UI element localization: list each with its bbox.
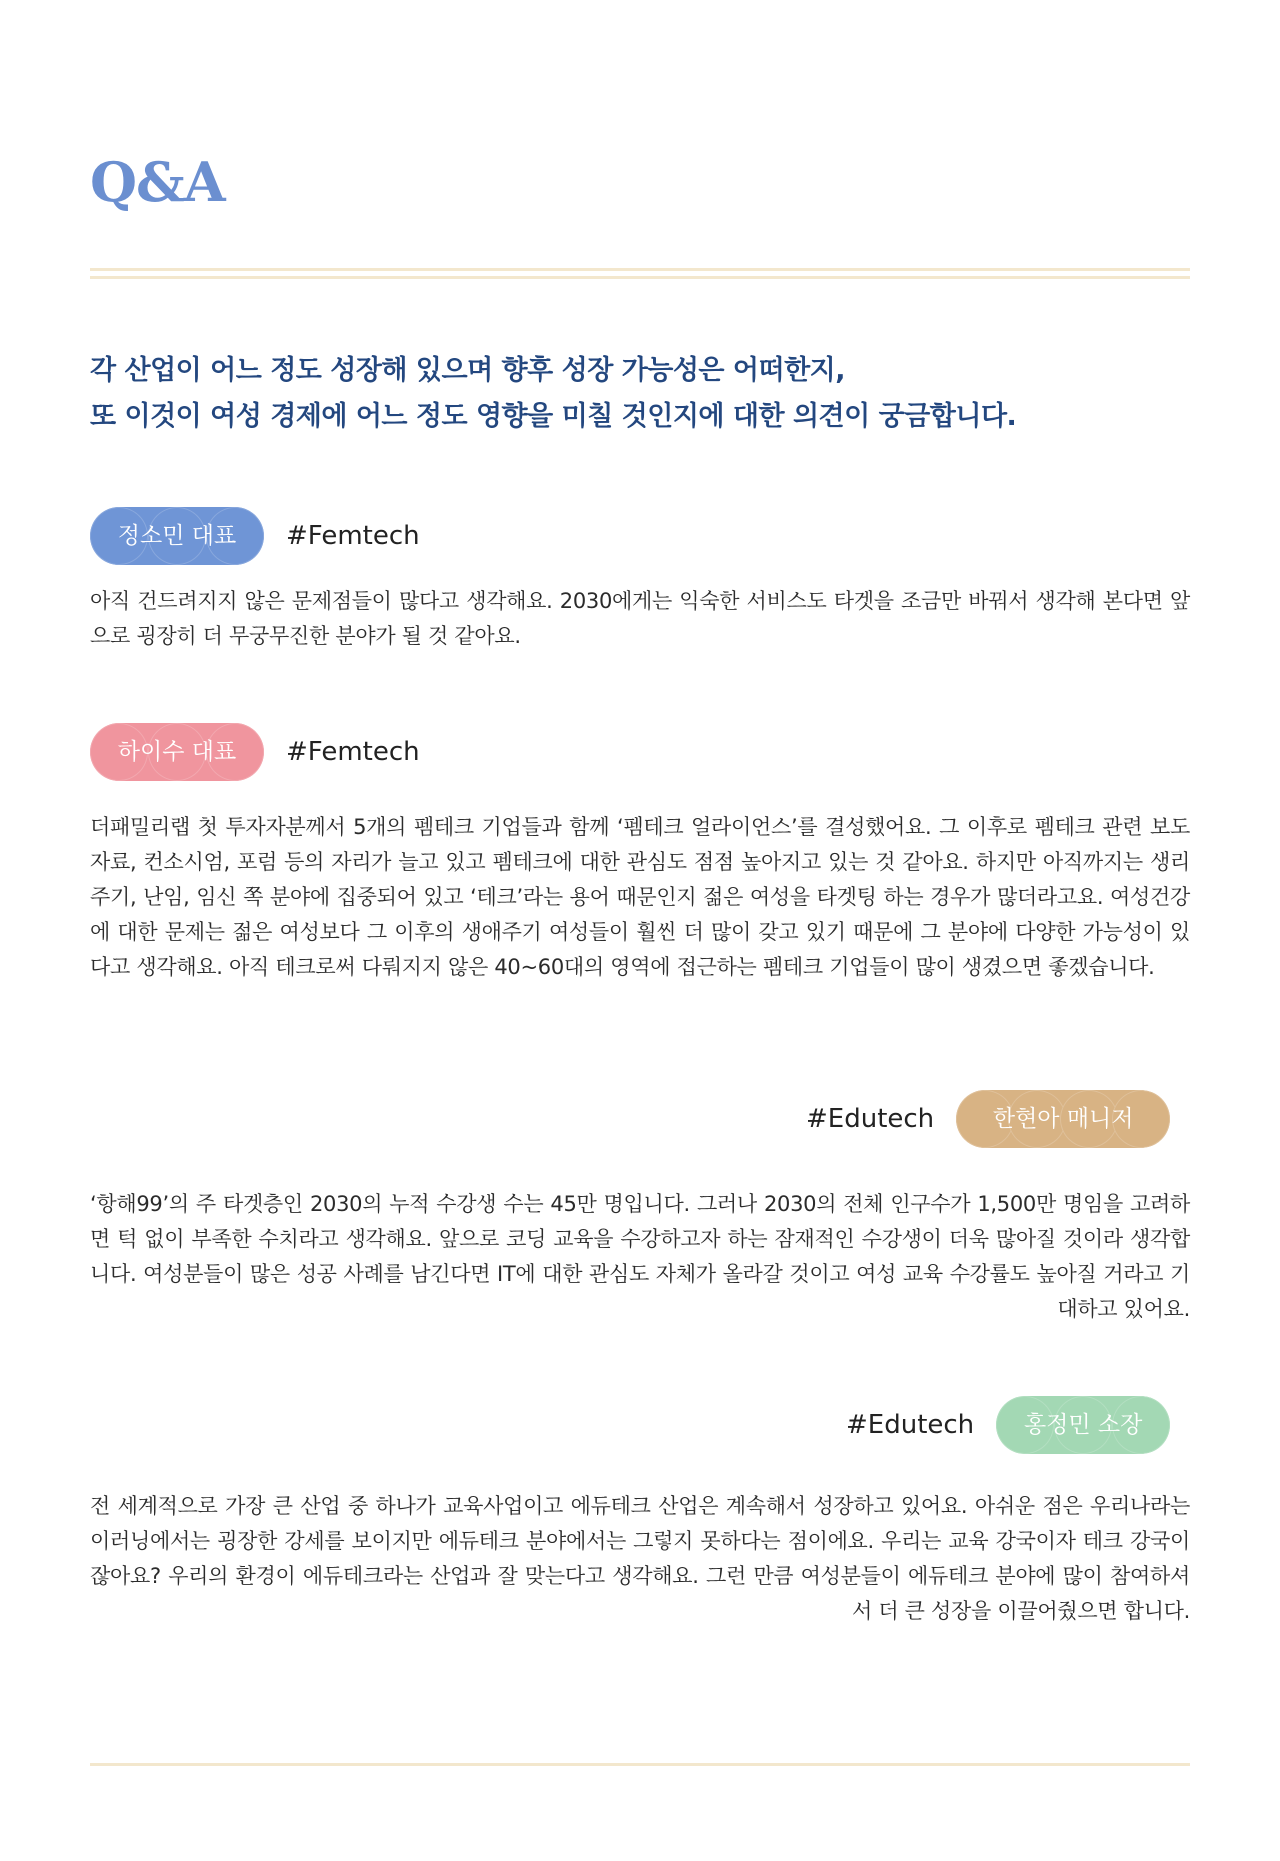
- hashtag-2: #Femtech: [286, 737, 420, 767]
- answer-3-header: [806, 1090, 1170, 1148]
- top-divider-upper: [90, 268, 1190, 271]
- question-line-1: 각 산업이 어느 정도 성장해 있으며 향후 성장 가능성은 어떠한지,: [90, 355, 845, 386]
- answer-2-text: 더패밀리랩 첫 투자자분께서 5개의 펨테크 기업들과 함께 ‘펨테크 얼라이언스’를 결성했어요. 그 이후로 펨테크 관련 보도자료, 컨소시엄, 포럼 등의 자리가 늘고 있고 펨테크에 대한 관심도 점점 높아지고 있는 것 같아요. 하지만 아직까지는 생리주기, 난임, 임신 쪽 분야에 집중되어 있고 ‘테크’라는 용어 때문인지 젊은 여성을 타겟팅 하는 경우가 많더라고요. 여성건강에 대한 문제는 젊은 여성보다 그 이후의 생애주기 여성들이 훨씬 더 많이 갖고 있기 때문에 그 분야에 다양한 가능성이 있다고 생각해요. 아직 테크로써 다뤄지지 않은 40~60대의 영역에 접근하는 펨테크 기업들이 많이 생겼으면 좋겠습니다.: [90, 815, 1190, 979]
- speaker-name-1: 정소민 대표: [117, 523, 237, 549]
- hashtag-1: #Femtech: [286, 521, 420, 551]
- answer-1-text: 아직 건드려지지 않은 문제점들이 많다고 생각해요. 2030에게는 익숙한 서비스도 타겟을 조금만 바꿔서 생각해 본다면 앞으로 굉장히 더 무궁무진한 분야가 될 것 같아요.: [90, 589, 1190, 648]
- speaker-name-4: 홍정민 소장: [1023, 1412, 1143, 1438]
- question: [90, 348, 1190, 440]
- answer-4-text: 전 세계적으로 가장 큰 산업 중 하나가 교육사업이고 에듀테크 산업은 계속해서 성장하고 있어요. 아쉬운 점은 우리나라는 이러닝에서는 굉장한 강세를 보이지만 에듀테크 분야에서는 그렇지 못하다는 점이에요. 우리는 교육 강국이자 테크 강국이잖아요? 우리의 환경이 에듀테크라는 산업과 잘 맞는다고 생각해요. 그런 만큼 여성분들이 에듀테크 분야에 많이 참여하셔서 더 큰 성장을 이끌어줬으면 합니다.: [90, 1494, 1190, 1623]
- bottom-divider: [90, 1763, 1190, 1766]
- speaker-name-2: 하이수 대표: [117, 739, 237, 765]
- speaker-badge-4: [996, 1396, 1170, 1454]
- speaker-badge-1: [90, 507, 264, 565]
- hashtag-4: #Edutech: [846, 1410, 975, 1440]
- answer-2-header: [90, 723, 420, 781]
- speaker-name-3: 한현아 매니저: [992, 1106, 1134, 1132]
- hashtag-3: #Edutech: [806, 1104, 935, 1134]
- top-divider-lower: [90, 276, 1190, 279]
- speaker-badge-3: [956, 1090, 1170, 1148]
- page-title: Q&A: [90, 150, 225, 214]
- speaker-badge-2: [90, 723, 264, 781]
- answer-1-header: [90, 507, 420, 565]
- answer-4-header: [846, 1396, 1170, 1454]
- answer-3-text: ‘항해99’의 주 타겟층인 2030의 누적 수강생 수는 45만 명입니다. 그러나 2030의 전체 인구수가 1,500만 명임을 고려하면 턱 없이 부족한 수치라고 생각해요. 앞으로 코딩 교육을 수강하고자 하는 잠재적인 수강생이 더욱 많아질 것이라 생각합니다. 여성분들이 많은 성공 사례를 남긴다면 IT에 대한 관심도 자체가 올라갈 것이고 여성 교육 수강률도 높아질 거라고 기대하고 있어요.: [90, 1192, 1190, 1321]
- question-line-2: 또 이것이 여성 경제에 어느 정도 영향을 미칠 것인지에 대한 의견이 궁금합니다.: [90, 401, 1017, 432]
